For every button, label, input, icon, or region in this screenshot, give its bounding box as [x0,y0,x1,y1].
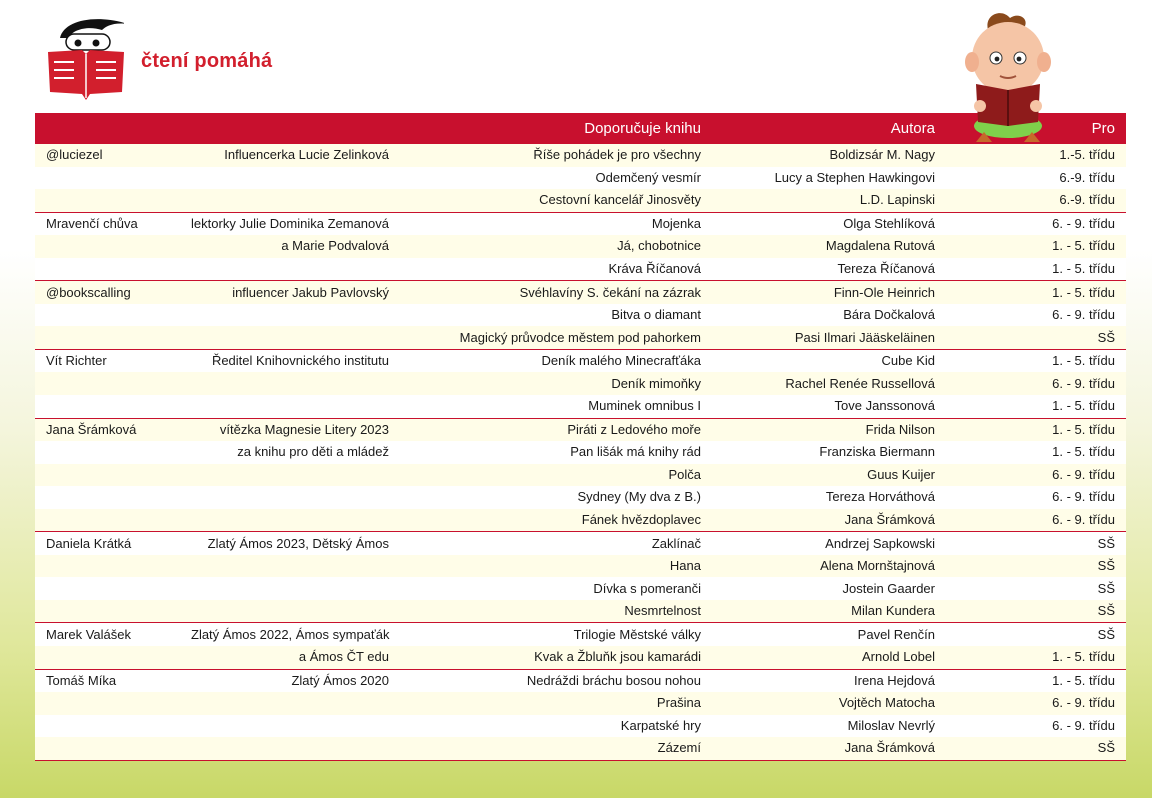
author-cell: Boldizsár M. Nagy [712,144,946,167]
table-row [35,212,1126,235]
author-cell: Frida Nilson [712,418,946,441]
audience-cell: 1. - 5. třídu [946,418,1126,441]
book-cell: Cestovní kancelář Jinosvěty [400,189,712,212]
audience-cell: SŠ [946,555,1126,578]
book-cell: Zaklínač [400,532,712,555]
book-cell: Svéhlavíny S. čekání na zázrak [400,281,712,304]
role-cell: Ředitel Knihovnického institutu [180,349,400,372]
book-cell: Polča [400,464,712,487]
table-row [35,258,1126,281]
role-cell: za knihu pro děti a mládež [180,441,400,464]
recommender-cell: Marek Valášek [35,623,180,646]
book-cell: Dívka s pomeranči [400,577,712,600]
audience-cell: 6. - 9. třídu [946,692,1126,715]
audience-cell: SŠ [946,600,1126,623]
author-cell: Arnold Lobel [712,646,946,669]
table-row [35,144,1126,167]
author-cell: Vojtěch Matocha [712,692,946,715]
author-cell: Alena Mornštajnová [712,555,946,578]
book-cell: Odemčený vesmír [400,167,712,190]
role-cell: Influencerka Lucie Zelinková [180,144,400,167]
role-cell [180,692,400,715]
book-cell: Hana [400,555,712,578]
recommender-cell: Vít Richter [35,349,180,372]
table-row [35,715,1126,738]
audience-cell: 6. - 9. třídu [946,372,1126,395]
recommender-cell: Daniela Krátká [35,532,180,555]
author-cell: Finn-Ole Heinrich [712,281,946,304]
table-row [35,577,1126,600]
role-cell [180,600,400,623]
recommender-cell [35,167,180,190]
table-row [35,600,1126,623]
role-cell: a Marie Podvalová [180,235,400,258]
table-row [35,509,1126,532]
author-cell: Lucy a Stephen Hawkingovi [712,167,946,190]
table-row [35,623,1126,646]
audience-cell: 1. - 5. třídu [946,441,1126,464]
recommender-cell [35,441,180,464]
recommender-cell [35,577,180,600]
recommender-cell [35,326,180,349]
audience-cell: 1.-5. třídu [946,144,1126,167]
author-cell: Tereza Horváthová [712,486,946,509]
audience-cell: 1. - 5. třídu [946,669,1126,692]
table-row [35,441,1126,464]
recommender-cell [35,737,180,760]
recommender-cell [35,464,180,487]
recommender-cell [35,235,180,258]
book-cell: Mojenka [400,212,712,235]
audience-cell: 1. - 5. třídu [946,258,1126,281]
book-cell: Já, chobotnice [400,235,712,258]
book-cell: Sydney (My dva z B.) [400,486,712,509]
role-cell: Zlatý Ámos 2022, Ámos sympaťák [180,623,400,646]
header-recommender [35,113,180,144]
book-cell: Říše pohádek je pro všechny [400,144,712,167]
role-cell [180,167,400,190]
role-cell [180,372,400,395]
audience-cell: 1. - 5. třídu [946,235,1126,258]
audience-cell: SŠ [946,623,1126,646]
author-cell: Rachel Renée Russellová [712,372,946,395]
role-cell [180,326,400,349]
recommender-cell: @luciezel [35,144,180,167]
table-row [35,669,1126,692]
book-cell: Magický průvodce městem pod pahorkem [400,326,712,349]
header-book: Doporučuje knihu [400,113,712,144]
author-cell: Andrzej Sapkowski [712,532,946,555]
header-author: Autora [712,113,946,144]
author-cell: Milan Kundera [712,600,946,623]
table-row [35,532,1126,555]
author-cell: L.D. Lapinski [712,189,946,212]
book-cell: Zázemí [400,737,712,760]
audience-cell: SŠ [946,532,1126,555]
table-row [35,486,1126,509]
recommender-cell [35,600,180,623]
table-row [35,692,1126,715]
audience-cell: 6. - 9. třídu [946,509,1126,532]
recommender-cell [35,692,180,715]
recommender-cell: @bookscalling [35,281,180,304]
author-cell: Cube Kid [712,349,946,372]
role-cell [180,258,400,281]
brand-name: čtení pomáhá [141,50,273,72]
book-cell: Deník malého Minecrafťáka [400,349,712,372]
author-cell: Pavel Renčín [712,623,946,646]
role-cell [180,304,400,327]
reading-book-logo-icon [44,16,124,102]
role-cell [180,509,400,532]
book-cell: Pan lišák má knihy rád [400,441,712,464]
audience-cell: 1. - 5. třídu [946,646,1126,669]
recommender-cell [35,304,180,327]
author-cell: Pasi Ilmari Jääskeläinen [712,326,946,349]
audience-cell: SŠ [946,326,1126,349]
audience-cell: 6. - 9. třídu [946,464,1126,487]
book-cell: Piráti z Ledového moře [400,418,712,441]
role-cell [180,395,400,418]
recommender-cell [35,486,180,509]
author-cell: Bára Dočkalová [712,304,946,327]
role-cell: Zlatý Ámos 2023, Dětský Ámos [180,532,400,555]
audience-cell: SŠ [946,737,1126,760]
role-cell [180,737,400,760]
audience-cell: 1. - 5. třídu [946,395,1126,418]
book-cell: Muminek omnibus I [400,395,712,418]
author-cell: Jostein Gaarder [712,577,946,600]
book-cell: Prašina [400,692,712,715]
role-cell [180,486,400,509]
author-cell: Franziska Biermann [712,441,946,464]
book-cell: Bitva o diamant [400,304,712,327]
table-row [35,737,1126,760]
recommender-cell [35,555,180,578]
audience-cell: 6. - 9. třídu [946,486,1126,509]
book-cell: Fánek hvězdoplavec [400,509,712,532]
recommender-cell [35,715,180,738]
recommender-cell: Tomáš Míka [35,669,180,692]
book-cell: Trilogie Městské války [400,623,712,646]
table-row [35,304,1126,327]
recommender-cell: Mravenčí chůva [35,212,180,235]
recommender-cell: Jana Šrámková [35,418,180,441]
audience-cell: 6. - 9. třídu [946,715,1126,738]
book-cell: Deník mimoňky [400,372,712,395]
recommender-cell [35,189,180,212]
table-row [35,395,1126,418]
header-role [180,113,400,144]
table-row [35,464,1126,487]
header-audience: Pro [946,113,1126,144]
book-cell: Nesmrtelnost [400,600,712,623]
author-cell: Tove Janssonová [712,395,946,418]
recommendations-table [35,113,1126,761]
audience-cell: 6. - 9. třídu [946,304,1126,327]
table-row [35,167,1126,190]
author-cell: Miloslav Nevrlý [712,715,946,738]
role-cell: a Ámos ČT edu [180,646,400,669]
role-cell [180,715,400,738]
book-cell: Kvak a Žbluňk jsou kamarádi [400,646,712,669]
book-cell: Kráva Říčanová [400,258,712,281]
role-cell: lektorky Julie Dominika Zemanová [180,212,400,235]
author-cell: Irena Hejdová [712,669,946,692]
table-row [35,555,1126,578]
role-cell [180,555,400,578]
table-body [35,144,1126,761]
table-row [35,281,1126,304]
table-row [35,326,1126,349]
book-cell: Karpatské hry [400,715,712,738]
audience-cell: SŠ [946,577,1126,600]
author-cell: Magdalena Rutová [712,235,946,258]
role-cell: influencer Jakub Pavlovský [180,281,400,304]
role-cell [180,464,400,487]
audience-cell: 1. - 5. třídu [946,281,1126,304]
book-cell: Nedráždi bráchu bosou nohou [400,669,712,692]
table-row [35,418,1126,441]
table-row [35,646,1126,669]
author-cell: Olga Stehlíková [712,212,946,235]
role-cell: Zlatý Ámos 2020 [180,669,400,692]
table-row [35,189,1126,212]
audience-cell: 6.-9. třídu [946,167,1126,190]
author-cell: Tereza Říčanová [712,258,946,281]
recommender-cell [35,258,180,281]
audience-cell: 1. - 5. třídu [946,349,1126,372]
role-cell [180,189,400,212]
recommender-cell [35,509,180,532]
audience-cell: 6.-9. třídu [946,189,1126,212]
recommender-cell [35,372,180,395]
audience-cell: 6. - 9. třídu [946,212,1126,235]
author-cell: Guus Kuijer [712,464,946,487]
table-row [35,372,1126,395]
role-cell: vítězka Magnesie Litery 2023 [180,418,400,441]
recommender-cell [35,395,180,418]
author-cell: Jana Šrámková [712,737,946,760]
recommender-cell [35,646,180,669]
reading-child-mascot-icon [958,10,1052,144]
role-cell [180,577,400,600]
table-row [35,235,1126,258]
table-row [35,349,1126,372]
author-cell: Jana Šrámková [712,509,946,532]
